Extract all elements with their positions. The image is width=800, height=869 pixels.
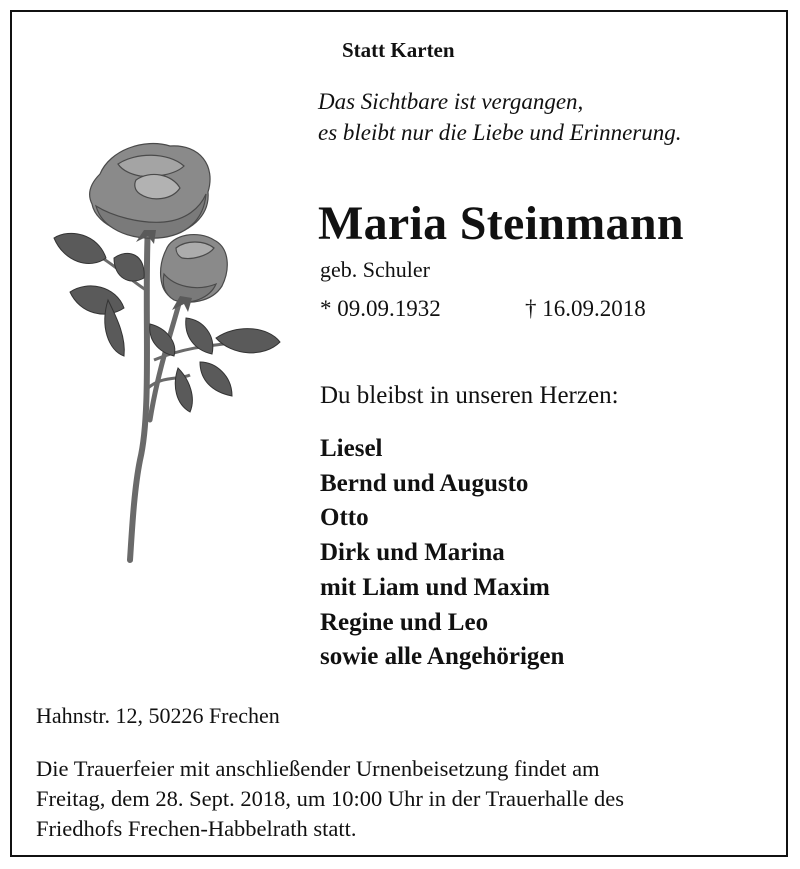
notice-header: Statt Karten (342, 38, 455, 62)
family-address: Hahnstr. 12, 50226 Frechen (36, 703, 280, 728)
mourner-item: sowie alle Angehörigen (320, 643, 565, 671)
leaf (114, 253, 144, 281)
ceremony-line: Friedhofs Frechen-Habbelrath statt. (36, 816, 357, 841)
mourner-item: Bernd und Augusto (320, 469, 529, 497)
birth-name: geb. Schuler (320, 257, 430, 282)
death-date: † 16.09.2018 (525, 296, 646, 321)
leaf (54, 233, 106, 263)
quote-line: Das Sichtbare ist vergangen, (318, 89, 584, 114)
ceremony-line: Die Trauerfeier mit anschließender Urnenbeisetzung findet am (36, 756, 600, 781)
mourner-item: Dirk und Marina (320, 539, 505, 567)
ceremony-line: Freitag, dem 28. Sept. 2018, um 10:00 Uhr in der Trauerhalle des (36, 786, 625, 811)
ceremony-info (36, 754, 776, 844)
memorial-quote (318, 86, 682, 148)
mourner-item: Liesel (320, 435, 383, 462)
rose-illustration (40, 130, 300, 570)
mourner-item: mit Liam und Maxim (320, 573, 550, 601)
mourner-item: Regine und Leo (320, 608, 489, 636)
leaf (200, 362, 232, 396)
birth-date: * 09.09.1932 (320, 296, 441, 321)
quote-line: es bleibt nur die Liebe und Erinnerung. (318, 120, 682, 145)
leaf (70, 286, 124, 314)
mourner-item: Otto (320, 504, 369, 532)
mourners-intro: Du bleibst in unseren Herzen: (320, 382, 619, 409)
deceased-name: Maria Steinmann (318, 197, 684, 250)
leaf (216, 329, 280, 353)
mourners-list (320, 432, 564, 675)
